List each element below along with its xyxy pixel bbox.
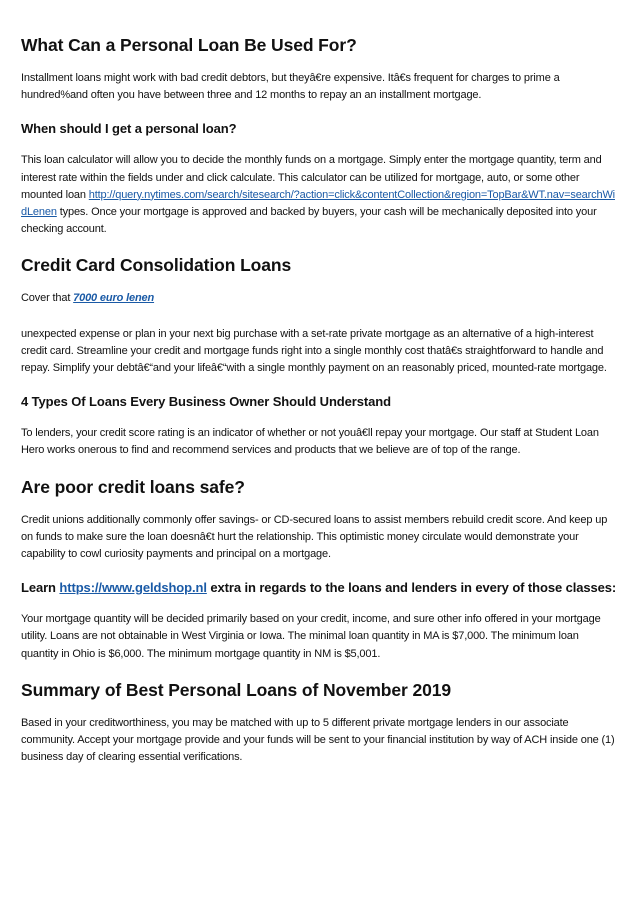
paragraph-cover-that bbox=[21, 290, 618, 307]
heading-what-can-personal-loan: What Can a Personal Loan Be Used For? bbox=[21, 35, 357, 55]
paragraph-mortgage-quantity: Your mortgage quantity will be decided primarily based on your credit, income, and sure other info offered in your mortgage utility. Loans are not obtainable in West Virginia or Iowa. The minimal loan quantity in MA is $7,000. The minimum loan quantity in Ohio is $6,000. The minimum mortgage quantity in NM is $5,001. bbox=[21, 613, 601, 660]
paragraph-unexpected-expense: unexpected expense or plan in your next big purchase with a set-rate private mortgage as an alternative of a high-interest credit card. Streamline your credit and mortgage funds right into a single monthly cost thatâ€s straightforward to handle and repay. Simplify your debtâ€“and your lifeâ€“with a single monthly payment on an reasonably priced, mounted-rate mortgage. bbox=[21, 327, 607, 375]
text-calculator-intro: This loan calculator will allow you to decide the monthly funds on a mortgage. Simply enter the mortgage quantity, term and interest rate within the fields under and click calculate. This calculator can be utilized for mortgage, auto, or some other mounted loan bbox=[21, 154, 602, 201]
euro-lenen-link[interactable]: 7000 euro lenen bbox=[73, 292, 155, 305]
paragraph-installment-loans: Installment loans might work with bad credit debtors, but theyâ€re expensive. Itâ€s frequent for charges to prime a hundred%and often you have between three and 12 months to repay an an installment mortgage. bbox=[21, 72, 560, 102]
nytimes-search-link[interactable]: http://query.nytimes.com/search/sitesearch/?action=click&contentCollection&region=TopBar&WT.nav=searchWidLenen bbox=[21, 188, 615, 219]
heading-poor-credit-loans-safe: Are poor credit loans safe? bbox=[21, 476, 245, 497]
paragraph-credit-score-indicator: To lenders, your credit score rating is an indicator of whether or not youâ€ll repay your mortgage. Our staff at Student Loan Hero works onerous to find and recommend services and products that we believe are of top of the range. bbox=[21, 427, 599, 457]
heading-summary-best-loans: Summary of Best Personal Loans of November 2019 bbox=[21, 679, 452, 700]
heading-credit-card-consolidation: Credit Card Consolidation Loans bbox=[21, 255, 292, 276]
heading-learn-more bbox=[21, 579, 618, 597]
text-cover-prefix: Cover that bbox=[21, 292, 74, 305]
heading-four-types-of-loans: 4 Types Of Loans Every Business Owner Should Understand bbox=[21, 394, 391, 410]
text-calculator-outro: types. Once your mortgage is approved and backed by buyers, your cash will be mechanically deposited into your checking account. bbox=[21, 206, 597, 236]
text-learn-prefix: Learn bbox=[21, 580, 60, 596]
paragraph-creditworthiness: Based in your creditworthiness, you may be matched with up to 5 different private mortgage lenders in our associate community. Accept your mortgage provide and your funds will be sent to your financial institution by way of ACH inside one (1) business day of clearing essential verifications. bbox=[21, 716, 615, 764]
text-learn-suffix: extra in regards to the loans and lenders in every of those classes: bbox=[206, 580, 617, 596]
paragraph-loan-calculator bbox=[21, 152, 618, 238]
geldshop-link[interactable]: https://www.geldshop.nl bbox=[59, 580, 207, 596]
paragraph-credit-unions: Credit unions additionally commonly offer savings- or CD-secured loans to assist members rebuild credit score. And keep up on funds to make sure the loan doesnâ€t hurt the relationship. This optimistic money circulate would demonstrate your capability to cowl curiosity payments and principal on a mortgage. bbox=[21, 513, 608, 561]
heading-when-get-loan: When should I get a personal loan? bbox=[21, 121, 237, 137]
